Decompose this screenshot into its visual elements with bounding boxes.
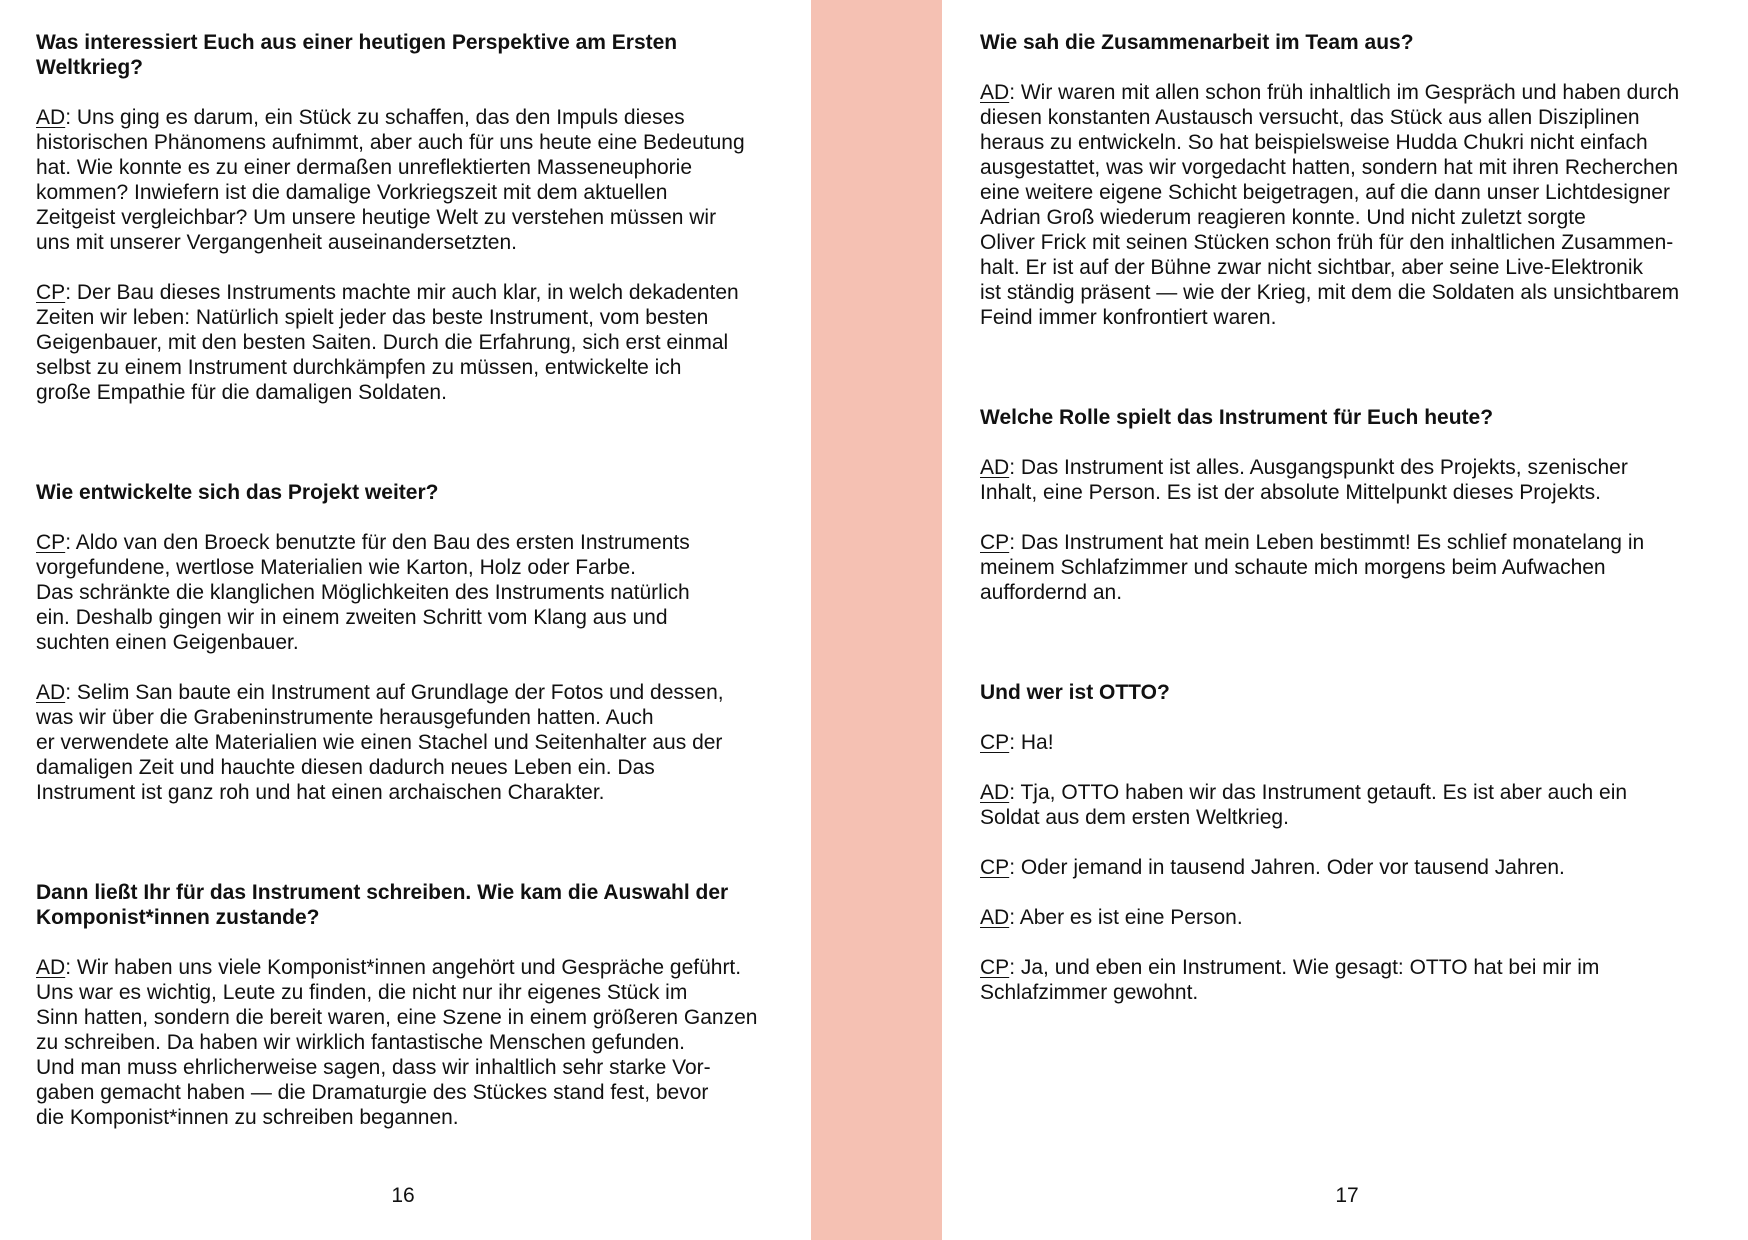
- answer-paragraph: [980, 855, 1720, 880]
- right-page: [980, 30, 1720, 1240]
- answer-text: : Aldo van den Broeck benutzte für den Bau des ersten Instruments vorgefundene, wertlose Materialien wie Karton, Holz oder Farbe. Das schränkte die klanglichen Möglichkeiten des Instruments natürlich ein. Deshalb gingen wir in einem zweiten Schritt vom Klang aus und suchten einen Geigenbauer.: [36, 531, 690, 654]
- question-heading: Wie entwickelte sich das Projekt weiter?: [36, 481, 439, 504]
- speaker-initials: AD: [980, 456, 1010, 479]
- answer-text: : Tja, OTTO haben wir das Instrument getauft. Es ist aber auch ein Soldat aus dem ersten Weltkrieg.: [980, 781, 1628, 829]
- answer-paragraph: [980, 730, 1720, 755]
- speaker-initials: CP: [980, 856, 1010, 879]
- answer-text: : Ha!: [1009, 731, 1054, 754]
- answer-text: : Aber es ist eine Person.: [1009, 906, 1243, 929]
- answer-paragraph: [36, 955, 776, 1130]
- answer-paragraph: [980, 905, 1720, 930]
- answer-text: : Selim San baute ein Instrument auf Grundlage der Fotos und dessen, was wir über die Grabeninstrumente herausgefunden hatten. Auch er verwendete alte Materialien wie einen Stachel und Seitenhalter aus der damaligen Zeit und hauchte diesen dadurch neues Leben ein. Das Instrument ist ganz roh und hat einen archaischen Charakter.: [36, 681, 724, 804]
- answer-paragraph: [36, 105, 776, 255]
- page-number: 16: [391, 1184, 415, 1207]
- answer-paragraph: [980, 530, 1720, 605]
- answer-text: : Uns ging es darum, ein Stück zu schaffen, das den Impuls dieses historischen Phänomens aufnimmt, aber auch für uns heute eine Bedeutung hat. Wie konnte es zu einer dermaßen unreflektierten Masseneuphorie kommen? Inwiefern ist die damalige Vorkriegszeit mit dem aktuellen Zeitgeist vergleichbar? Um unsere heutige Welt zu verstehen müssen wir uns mit unserer Vergangenheit auseinandersetzten.: [36, 106, 745, 254]
- speaker-initials: AD: [980, 781, 1010, 804]
- speaker-initials: AD: [36, 106, 66, 129]
- speaker-initials: CP: [36, 281, 66, 304]
- speaker-initials: AD: [36, 956, 66, 979]
- question-heading: Was interessiert Euch aus einer heutigen Perspektive am Ersten Weltkrieg?: [36, 31, 678, 79]
- answer-text: : Ja, und eben ein Instrument. Wie gesagt: OTTO hat bei mir im Schlafzimmer gewohnt.: [980, 956, 1600, 1004]
- question-heading: Dann ließt Ihr für das Instrument schreiben. Wie kam die Auswahl der Komponist*innen zustande?: [36, 881, 729, 929]
- answer-paragraph: [980, 780, 1720, 830]
- speaker-initials: AD: [980, 906, 1010, 929]
- speaker-initials: CP: [980, 731, 1010, 754]
- answer-text: : Das Instrument hat mein Leben bestimmt! Es schlief monatelang in meinem Schlafzimmer und schaute mich morgens beim Aufwachen auffordernd an.: [980, 531, 1645, 604]
- answer-paragraph: [980, 455, 1720, 505]
- speaker-initials: CP: [36, 531, 66, 554]
- answer-paragraph: [36, 680, 776, 805]
- answer-paragraph: [980, 955, 1720, 1005]
- answer-paragraph: [980, 80, 1720, 330]
- speaker-initials: CP: [980, 956, 1010, 979]
- answer-paragraph: [36, 280, 776, 405]
- question-heading: Und wer ist OTTO?: [980, 681, 1170, 704]
- answer-text: : Das Instrument ist alles. Ausgangspunkt des Projekts, szenischer Inhalt, eine Person. Es ist der absolute Mittelpunkt dieses Projekts.: [980, 456, 1628, 504]
- answer-text: : Oder jemand in tausend Jahren. Oder vor tausend Jahren.: [1009, 856, 1565, 879]
- center-gutter: [811, 0, 942, 1240]
- speaker-initials: AD: [980, 81, 1010, 104]
- answer-paragraph: [36, 530, 776, 655]
- question-heading: Wie sah die Zusammenarbeit im Team aus?: [980, 31, 1414, 54]
- left-page: [36, 30, 776, 1240]
- speaker-initials: AD: [36, 681, 66, 704]
- page-number: 17: [1335, 1184, 1359, 1207]
- question-heading: Welche Rolle spielt das Instrument für Euch heute?: [980, 406, 1494, 429]
- answer-text: : Wir haben uns viele Komponist*innen angehört und Gespräche geführt. Uns war es wichtig, Leute zu finden, die nicht nur ihr eigenes Stück im Sinn hatten, sondern die bereit waren, eine Szene in einem größeren Ganzen zu schreiben. Da haben wir wirklich fantastische Menschen gefunden. Und man muss ehrlicherweise sagen, dass wir inhaltlich sehr starke Vor- gaben gemacht haben — die Dramaturgie des Stückes stand fest, bevor die Komponist*innen zu schreiben begannen.: [36, 956, 758, 1129]
- answer-text: : Der Bau dieses Instruments machte mir auch klar, in welch dekadenten Zeiten wir leben: Natürlich spielt jeder das beste Instrument, vom besten Geigenbauer, mit den besten Saiten. Durch die Erfahrung, sich erst einmal selbst zu einem Instrument durchkämpfen zu müssen, entwickelte ich große Empathie für die damaligen Soldaten.: [36, 281, 739, 404]
- speaker-initials: CP: [980, 531, 1010, 554]
- answer-text: : Wir waren mit allen schon früh inhaltlich im Gespräch und haben durch diesen konstanten Austausch versucht, das Stück aus allen Disziplinen heraus zu entwickeln. So hat beispielsweise Hudda Chukri nicht einfach ausgestattet, was wir vorgedacht hatten, sondern hat mit ihren Recherchen eine weitere eigene Schicht beigetragen, auf die dann unser Lichtdesigner Adrian Groß wiederum reagieren konnte. Und nicht zuletzt sorgte Oliver Frick mit seinen Stücken schon früh für den inhaltlichen Zusammen- halt. Er ist auf der Bühne zwar nicht sichtbar, aber seine Live-Elektronik ist ständig präsent — wie der Krieg, mit dem die Soldaten als unsichtbarem Feind immer konfrontiert waren.: [980, 81, 1680, 329]
